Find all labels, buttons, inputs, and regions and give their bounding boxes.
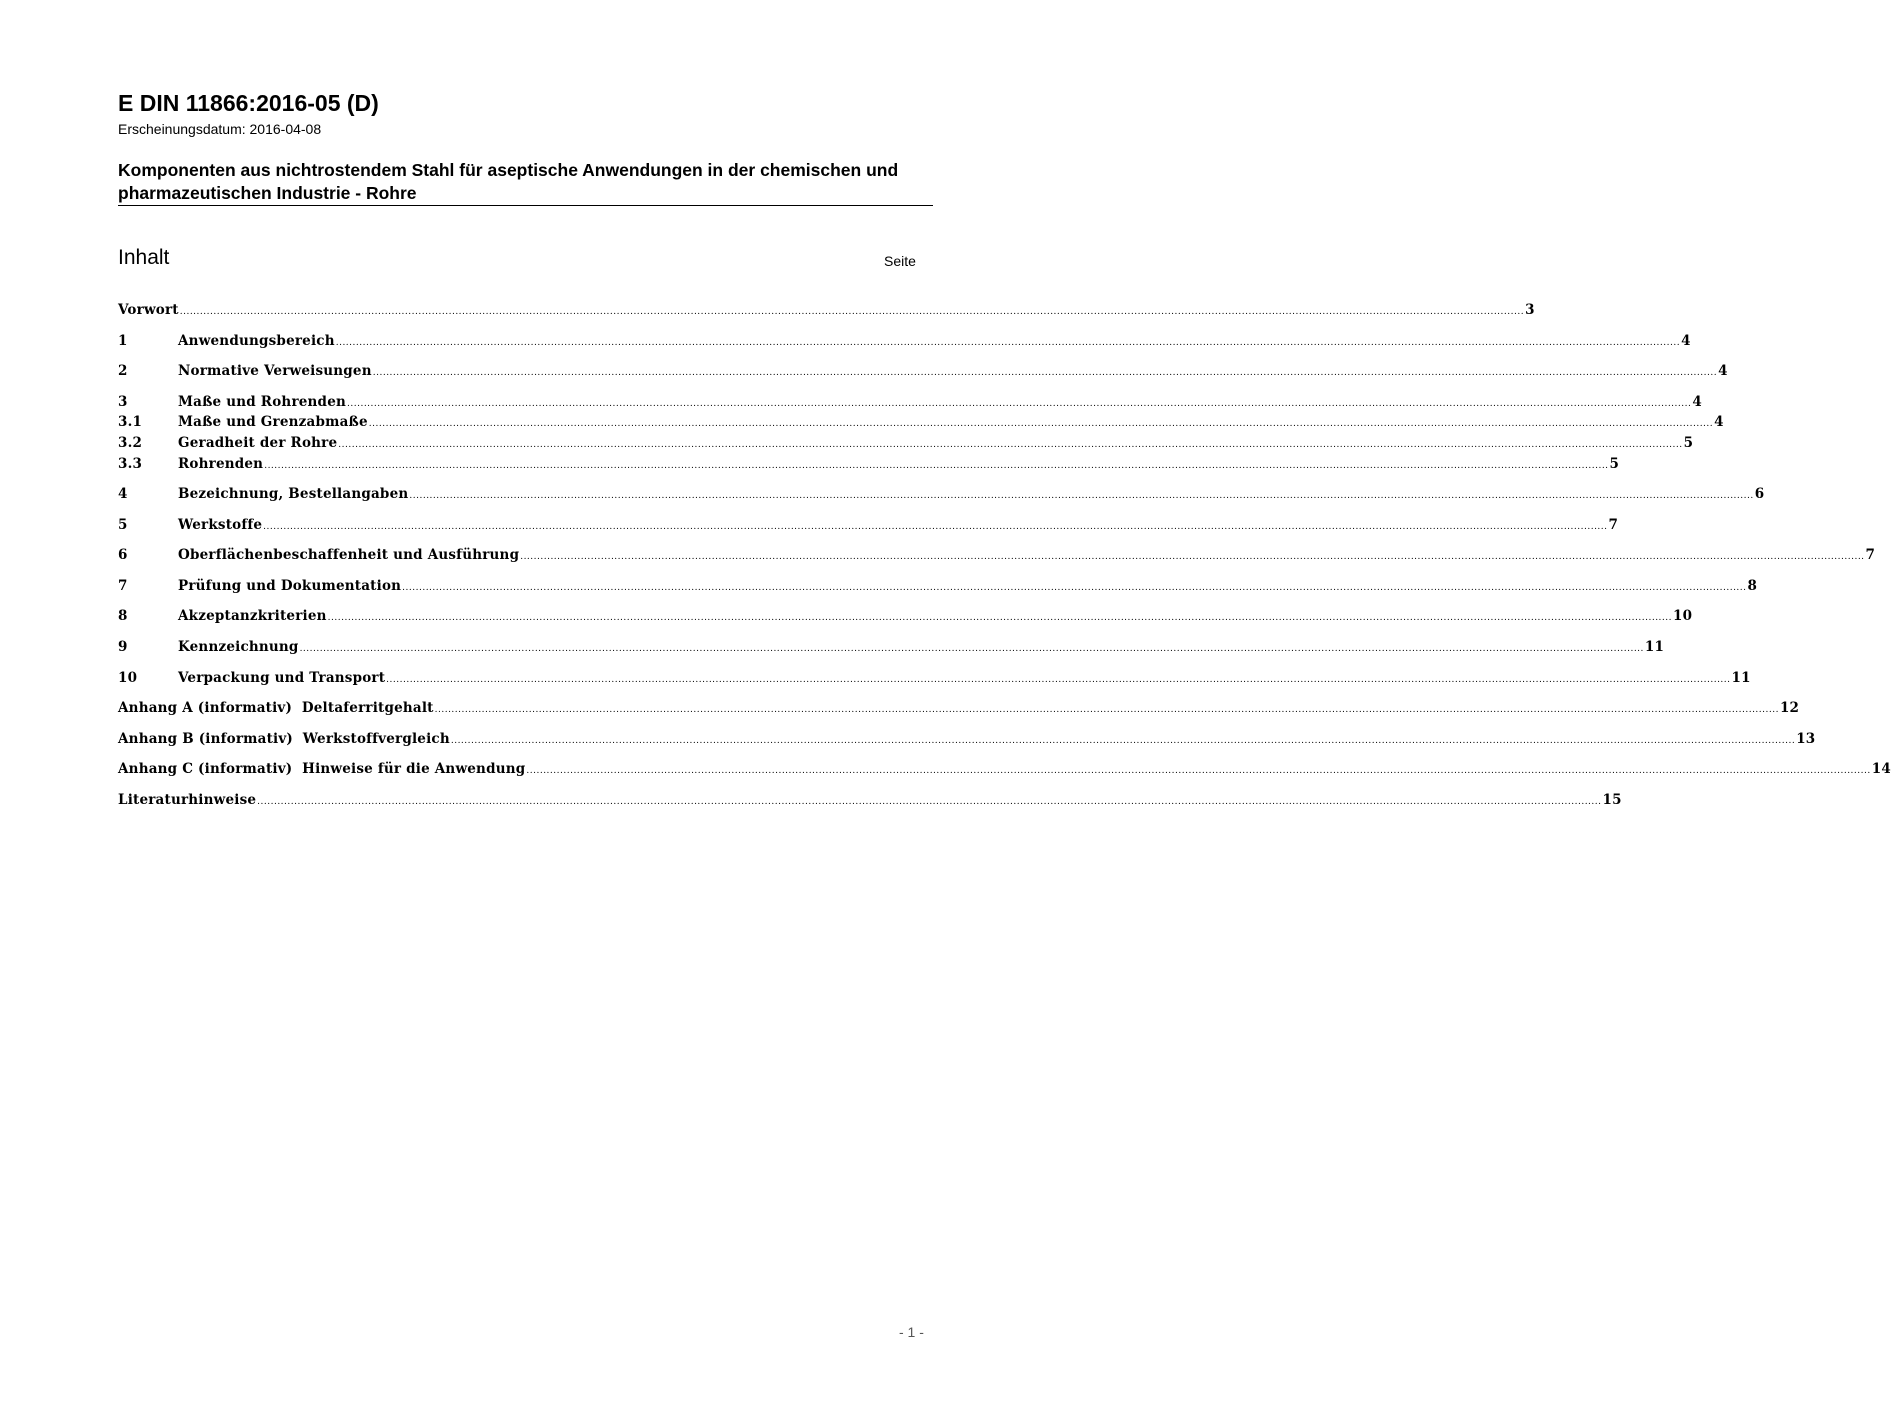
toc-entry-page: 4 [1714, 414, 1724, 430]
toc-entry-title: Oberflächenbeschaffenheit und Ausführung [178, 547, 520, 563]
toc-dot-leader: ................................................................................................................................................................................................................................................................................................................................................................................................................ [402, 583, 1747, 593]
toc-entry-title: Maße und Grenzabmaße [178, 414, 368, 430]
toc-entry[interactable] [118, 700, 1800, 720]
toc-entry-number: 3 [118, 394, 128, 410]
toc-dot-leader: ................................................................................................................................................................................................................................................................................................................................................................................................................ [347, 399, 1692, 409]
toc-entry[interactable] [118, 792, 1622, 812]
toc-entry-page: 11 [1731, 670, 1751, 686]
toc-entry[interactable] [118, 414, 1724, 434]
toc-entry[interactable] [118, 639, 1665, 659]
toc-entry[interactable] [118, 761, 1891, 781]
toc-dot-leader: ................................................................................................................................................................................................................................................................................................................................................................................................................ [338, 440, 1683, 450]
page-column-label: Seite [884, 253, 916, 269]
toc-entry-page: 13 [1796, 731, 1816, 747]
toc-dot-leader: ................................................................................................................................................................................................................................................................................................................................................................................................................ [179, 307, 1525, 317]
toc-entry-title: Kennzeichnung [178, 639, 299, 655]
toc-dot-leader: ................................................................................................................................................................................................................................................................................................................................................................................................................ [372, 368, 1718, 378]
toc-entry-page: 4 [1718, 363, 1728, 379]
toc-entry[interactable] [118, 435, 1694, 455]
toc-entry-title: Normative Verweisungen [178, 363, 372, 379]
toc-entry-number: 1 [118, 333, 128, 349]
toc-entry-number: 10 [118, 670, 138, 686]
toc-entry-number: 8 [118, 608, 128, 624]
toc-entry-title: Maße und Rohrenden [178, 394, 347, 410]
toc-entry-page: 4 [1681, 333, 1691, 349]
toc-entry-page: 7 [1608, 517, 1619, 533]
toc-entry-title: Geradheit der Rohre [178, 435, 338, 451]
toc-dot-leader: ................................................................................................................................................................................................................................................................................................................................................................................................................ [520, 552, 1865, 562]
toc-entry-number: 3.1 [118, 414, 143, 430]
document-title: Komponenten aus nichtrostendem Stahl für aseptische Anwendungen in der chemischen und pharmazeutischen Industrie - Rohre [118, 160, 899, 203]
toc-entry-page: 7 [1865, 547, 1876, 563]
toc-entry[interactable] [118, 486, 1765, 506]
toc-entry-number: 6 [118, 547, 128, 563]
toc-entry[interactable] [118, 670, 1751, 690]
toc-entry-number: 7 [118, 578, 128, 594]
toc-entry-number: 5 [118, 517, 128, 533]
toc-entry-page: 15 [1602, 792, 1622, 808]
toc-entry-title: Werkstoffe [178, 517, 263, 533]
toc-entry-title: Rohrenden [178, 456, 264, 472]
page-number: - 1 - [899, 1324, 924, 1340]
toc-dot-leader: ................................................................................................................................................................................................................................................................................................................................................................................................................ [368, 419, 1714, 429]
document-id: E DIN 11866:2016-05 (D) [118, 90, 379, 116]
toc-entry-title: Literaturhinweise [118, 792, 257, 808]
toc-entry[interactable] [118, 302, 1535, 322]
toc-dot-leader: ................................................................................................................................................................................................................................................................................................................................................................................................................ [264, 461, 1609, 471]
toc-entry-number: 9 [118, 639, 128, 655]
toc-dot-leader: ................................................................................................................................................................................................................................................................................................................................................................................................................ [434, 705, 1779, 715]
toc-entry-number: 4 [118, 486, 128, 502]
toc-entry-page: 11 [1644, 639, 1665, 655]
toc-entry-title: Anhang B (informativ) Werkstoffvergleich [118, 731, 450, 747]
toc-dot-leader: ................................................................................................................................................................................................................................................................................................................................................................................................................ [263, 522, 1608, 532]
toc-entry[interactable] [118, 333, 1691, 353]
toc-entry-title: Akzeptanzkriterien [178, 608, 327, 624]
toc-entry[interactable] [118, 547, 1876, 567]
toc-entry-title: Anhang C (informativ) Hinweise für die Anwendung [118, 761, 526, 777]
toc-entry-page: 8 [1747, 578, 1758, 594]
toc-entry-title: Vorwort [118, 302, 179, 318]
toc-entry-number: 3.3 [118, 456, 143, 472]
toc-dot-leader: ................................................................................................................................................................................................................................................................................................................................................................................................................ [526, 766, 1871, 776]
toc-entry[interactable] [118, 517, 1619, 537]
toc-entry-title: Bezeichnung, Bestellangaben [178, 486, 409, 502]
toc-entry-page: 10 [1673, 608, 1693, 624]
toc-entry-title: Verpackung und Transport [178, 670, 386, 686]
toc-entry-title: Anwendungsbereich [178, 333, 335, 349]
toc-entry[interactable] [118, 394, 1702, 414]
toc-dot-leader: ................................................................................................................................................................................................................................................................................................................................................................................................................ [409, 491, 1754, 501]
toc-entry-number: 2 [118, 363, 128, 379]
toc-dot-leader: ................................................................................................................................................................................................................................................................................................................................................................................................................ [299, 644, 1644, 654]
toc-dot-leader: ................................................................................................................................................................................................................................................................................................................................................................................................................ [335, 338, 1681, 348]
toc-dot-leader: ................................................................................................................................................................................................................................................................................................................................................................................................................ [386, 675, 1731, 685]
toc-entry[interactable] [118, 456, 1620, 476]
title-divider [118, 205, 933, 206]
toc-entry[interactable] [118, 731, 1816, 751]
toc-entry-page: 12 [1779, 700, 1800, 716]
publication-date: Erscheinungsdatum: 2016-04-08 [118, 121, 322, 137]
toc-entry-title: Anhang A (informativ) Deltaferritgehalt [118, 700, 434, 716]
toc-entry[interactable] [118, 608, 1693, 628]
toc-entry[interactable] [118, 363, 1728, 383]
toc-entry-page: 6 [1754, 486, 1765, 502]
toc-entry-page: 3 [1525, 302, 1535, 318]
toc-dot-leader: ................................................................................................................................................................................................................................................................................................................................................................................................................ [327, 613, 1672, 623]
toc-heading: Inhalt [118, 246, 170, 269]
toc-entry-page: 14 [1871, 761, 1891, 777]
toc-entry-title: Prüfung und Dokumentation [178, 578, 402, 594]
toc-entry[interactable] [118, 578, 1758, 598]
toc-entry-number: 3.2 [118, 435, 143, 451]
toc-dot-leader: ................................................................................................................................................................................................................................................................................................................................................................................................................ [450, 736, 1796, 746]
toc-entry-page: 5 [1683, 435, 1694, 451]
toc-entry-page: 5 [1609, 456, 1620, 472]
toc-dot-leader: ................................................................................................................................................................................................................................................................................................................................................................................................................ [257, 797, 1602, 807]
toc-entry-page: 4 [1692, 394, 1702, 410]
